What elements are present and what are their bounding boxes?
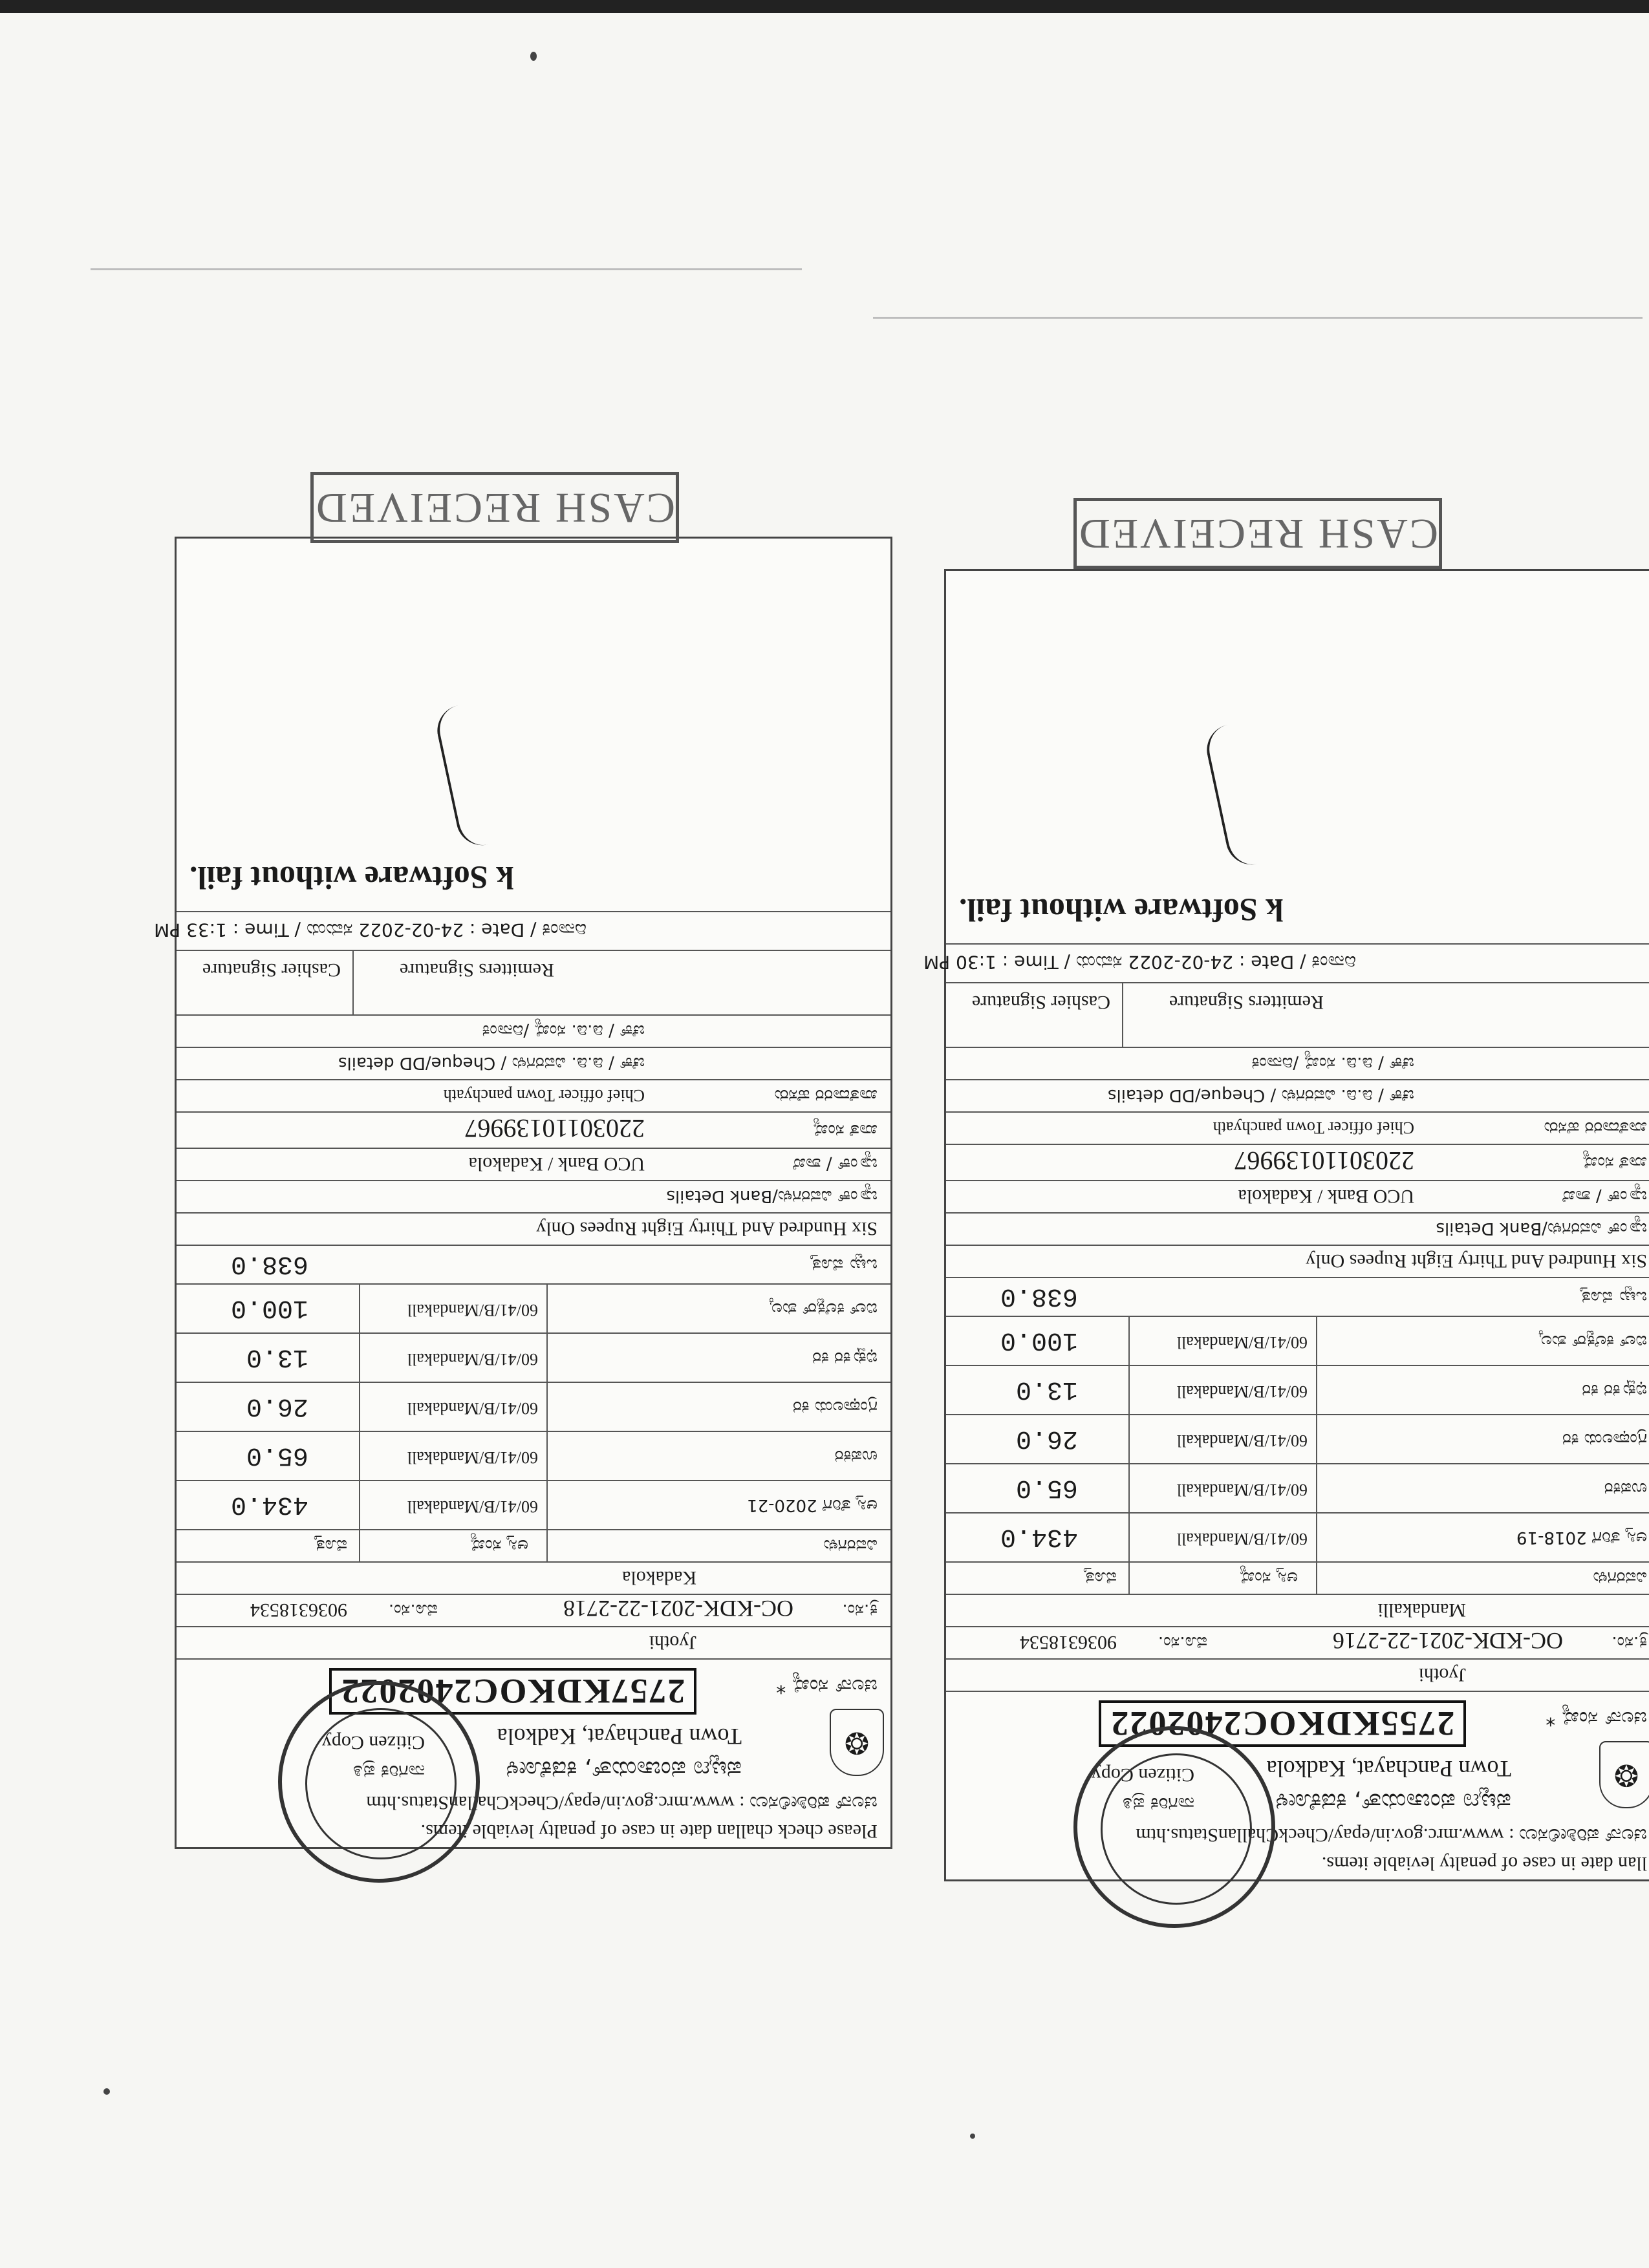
- seal-inner-ring: [1101, 1753, 1252, 1905]
- account-label: ಖಾತೆ ಸಂಖ್ಯೆ: [812, 1120, 878, 1140]
- bank-name: UCO Bank / Kadakola: [1238, 1186, 1414, 1207]
- account-holder: Chief officer Town panchyath: [1212, 1118, 1414, 1137]
- place-name: Mandakalli: [1377, 1599, 1466, 1621]
- signature-divider: [1122, 983, 1123, 1048]
- bank-name: UCO Bank / Kadakola: [468, 1153, 645, 1175]
- account-holder-label: ಖಾತೆದಾರರ ಹೆಸರು: [774, 1086, 878, 1105]
- remitter-signature-label: Remitters Signature: [1169, 992, 1324, 1013]
- warning-text: k Software without fail.: [959, 892, 1284, 928]
- items-header-row: [946, 1561, 1649, 1595]
- item-property: 60/41/B/Mandakall: [1176, 1481, 1308, 1499]
- table-row: [946, 1316, 1649, 1366]
- account-row: [177, 1111, 890, 1149]
- copy-type: Citizen Copy: [1091, 1764, 1194, 1786]
- account-number: 22030110139967: [1234, 1146, 1414, 1175]
- payer-name: Jyothi: [1418, 1664, 1466, 1685]
- remitter-signature-label: Remitters Signature: [399, 959, 554, 981]
- item-amount: 434.0: [1000, 1522, 1078, 1551]
- col-particulars: ವಿವರಗಳು: [823, 1535, 878, 1555]
- items-header-row: [177, 1529, 890, 1563]
- item-label: ಬಿಲ್ ಕಲೆಕ್ಟರ್ ಶುಲ್ಕ: [770, 1299, 878, 1318]
- signature-divider: [352, 951, 354, 1016]
- mobile-label: ಮೊ.ಸಂ.: [1158, 1632, 1207, 1652]
- office-name: Town Panchayat, Kadkola: [497, 1724, 742, 1749]
- bank-details-label: ಬ್ಯಾಂಕ್ ವಿವರಗಳು/Bank Details: [1436, 1219, 1647, 1238]
- item-property: 60/41/B/Mandakall: [407, 1399, 538, 1418]
- warning-text: k Software without fail.: [189, 860, 514, 896]
- fold-line-right: [873, 317, 1643, 319]
- account-holder-label: ಖಾತೆದಾರರ ಹೆಸರು: [1544, 1118, 1647, 1137]
- cheque-number-label: ಚೆಕ್ / ಡಿ.ಡಿ. ಸಂಖ್ಯೆ /ದಿನಾಂಕ: [1251, 1053, 1414, 1073]
- check-status-url: ಚಲನ್ ಪರಿಶೀಲಿಸಲು : www.mrc.gov.in/epay/CheckChallanStatus.htm: [1136, 1824, 1647, 1846]
- table-row: [946, 1463, 1649, 1514]
- bank-details-label: ಬ್ಯಾಂಕ್ ವಿವರಗಳು/Bank Details: [666, 1186, 878, 1206]
- table-row: [177, 1283, 890, 1334]
- receipt-number: 2755KDKOC2402022: [1099, 1700, 1466, 1747]
- item-property: 60/41/B/Mandakall: [1176, 1431, 1308, 1450]
- date-row: [154, 911, 890, 951]
- table-row: [946, 1365, 1649, 1415]
- place-row: [946, 1594, 1649, 1627]
- govt-emblem-icon: ❂: [1599, 1741, 1649, 1808]
- item-label: ಭಿಕ್ಷುಕರ ಕರ: [1582, 1380, 1647, 1400]
- item-label: ಆಸ್ತಿ ತೆರಿಗೆ 2020-21: [747, 1495, 878, 1515]
- total-amount: 638.0: [1000, 1281, 1078, 1311]
- col-property: ಆಸ್ತಿ ಸಂಖ್ಯೆ: [1239, 1568, 1298, 1587]
- footer-divider: [177, 911, 890, 912]
- item-property: 60/41/B/Mandakall: [407, 1350, 538, 1369]
- scan-top-edge: [0, 0, 1649, 13]
- account-holder-row: [946, 1111, 1649, 1145]
- table-row: [946, 1512, 1649, 1563]
- item-amount: 65.0: [1015, 1473, 1078, 1502]
- cheque-no-row: [946, 1047, 1649, 1080]
- item-property: 60/41/B/Mandakall: [1176, 1530, 1308, 1548]
- payer-name-row: [946, 1658, 1649, 1692]
- penalty-note: Please check challan date in case of penalty leviable items.: [420, 1821, 878, 1842]
- item-property: 60/41/B/Mandakall: [407, 1497, 538, 1516]
- item-label: ಭಿಕ್ಷುಕರ ಕರ: [812, 1348, 878, 1367]
- total-amount: 638.0: [230, 1249, 308, 1278]
- item-property: 60/41/B/Mandakall: [1176, 1382, 1308, 1401]
- cash-received-stamp: CASH RECEIVED: [310, 472, 679, 543]
- table-row: [177, 1332, 890, 1383]
- total-in-words: Six Hundred And Thirty Eight Rupees Only: [536, 1218, 878, 1239]
- item-amount: 26.0: [1015, 1424, 1078, 1453]
- office-seal-stamp: [278, 1681, 480, 1883]
- bank-details-row: [177, 1180, 890, 1214]
- item-amount: 65.0: [246, 1440, 308, 1470]
- copy-type-kannada: ನಾಗರಿಕ ಪ್ರತಿ: [353, 1761, 425, 1782]
- total-label: ಒಟ್ಟು ಮೊತ್ತ: [1580, 1287, 1647, 1307]
- footer-divider: [946, 943, 1649, 945]
- receipt-number: 2757KDKOC2402022: [329, 1668, 696, 1715]
- bank-label: ಬ್ಯಾಂಕ್ / ಶಾಖೆ: [793, 1154, 878, 1173]
- col-property: ಆಸ್ತಿ ಸಂಖ್ಯೆ: [469, 1535, 528, 1555]
- cheque-no-row: [177, 1014, 890, 1048]
- account-holder-row: [177, 1079, 890, 1113]
- item-label: ಗ್ರಂಥಾಲಯ ಕರ: [1562, 1429, 1647, 1449]
- mobile-number: 9036318534: [250, 1599, 347, 1621]
- item-amount: 434.0: [230, 1490, 308, 1519]
- item-property: 60/41/B/Mandakall: [407, 1448, 538, 1467]
- account-label: ಖಾತೆ ಸಂಖ್ಯೆ: [1582, 1153, 1647, 1172]
- item-label: ಗ್ರಂಥಾಲಯ ಕರ: [792, 1397, 878, 1417]
- item-amount: 100.0: [230, 1293, 308, 1322]
- item-amount: 100.0: [1000, 1325, 1078, 1354]
- item-label: ಉಪಕರ: [834, 1446, 878, 1466]
- table-row: [177, 1431, 890, 1481]
- scan-speck: [530, 52, 537, 61]
- col-particulars: ವಿವರಗಳು: [1593, 1568, 1647, 1587]
- table-row: [946, 1414, 1649, 1464]
- total-label: ಒಟ್ಟು ಮೊತ್ತ: [810, 1255, 878, 1274]
- date-row: [923, 943, 1649, 983]
- cashier-signature-label: Cashier Signature: [971, 992, 1110, 1013]
- place-name: Kadakola: [622, 1567, 696, 1589]
- total-words-row: [177, 1212, 890, 1246]
- item-property: 60/41/B/Mandakall: [407, 1301, 538, 1320]
- penalty-note: llan date in case of penalty leviable items.: [1321, 1853, 1647, 1874]
- office-name-kannada: ಪಟ್ಟಣ ಪಂಚಾಯತ್, ಕಡಕೋಳ: [506, 1756, 742, 1782]
- mobile-label: ಮೊ.ಸಂ.: [388, 1600, 438, 1620]
- total-row: [177, 1245, 890, 1285]
- scan-speck: [970, 2134, 975, 2139]
- item-property: 60/41/B/Mandakall: [1176, 1333, 1308, 1352]
- item-label: ಉಪಕರ: [1604, 1479, 1647, 1498]
- total-in-words: Six Hundred And Thirty Eight Rupees Only: [1306, 1250, 1647, 1272]
- cheque-row: [177, 1047, 890, 1080]
- fold-line-left: [91, 268, 802, 270]
- bank-row: [946, 1180, 1649, 1214]
- cheque-number-label: ಚೆಕ್ / ಡಿ.ಡಿ. ಸಂಖ್ಯೆ /ದಿನಾಂಕ: [482, 1021, 645, 1040]
- bank-details-row: [946, 1212, 1649, 1246]
- payer-name-row: [177, 1626, 890, 1660]
- challan-id-row: [177, 1594, 890, 1627]
- office-seal-stamp: [1073, 1726, 1275, 1928]
- signature-row: [177, 950, 890, 1016]
- receipt-header: [946, 1692, 1649, 1879]
- item-amount: 26.0: [246, 1391, 308, 1420]
- challan-no-label: ಕ್ರ.ಸಂ.: [842, 1600, 878, 1620]
- mobile-number: 9036318534: [1020, 1632, 1117, 1653]
- challan-id-row: [946, 1626, 1649, 1660]
- item-label: ಆಸ್ತಿ ತೆರಿಗೆ 2018-19: [1516, 1528, 1647, 1547]
- receipt-number-label: ಚಲನ್ ಸಂಖ್ಯೆ *: [1546, 1707, 1647, 1729]
- office-name: Town Panchayat, Kadkola: [1266, 1756, 1511, 1782]
- col-amount: ಮೊತ್ತ: [314, 1535, 347, 1555]
- check-status-url: ಚಲನ್ ಪರಿಶೀಲಿಸಲು : www.mrc.gov.in/epay/CheckChallanStatus.htm: [366, 1792, 878, 1813]
- account-row: [946, 1144, 1649, 1181]
- date-time: ದಿನಾಂಕ / Date : 24-02-2022 ಸಮಯ / Time : 1:30 PM: [923, 952, 1356, 973]
- item-amount: 13.0: [1015, 1375, 1078, 1404]
- account-number: 22030110139967: [464, 1114, 645, 1143]
- bank-row: [177, 1148, 890, 1181]
- copy-type: Citizen Copy: [321, 1732, 425, 1753]
- cheque-details-label: ಚೆಕ್ / ಡಿ.ಡಿ. ವಿವರಗಳು / Cheque/DD details: [1107, 1086, 1414, 1105]
- account-holder: Chief officer Town panchyath: [443, 1086, 645, 1105]
- total-row: [946, 1277, 1649, 1317]
- payer-name: Jyothi: [649, 1632, 696, 1653]
- total-words-row: [946, 1245, 1649, 1278]
- table-row: [177, 1480, 890, 1530]
- scan-speck: [103, 2088, 110, 2095]
- seal-inner-ring: [305, 1708, 457, 1859]
- table-row: [177, 1382, 890, 1432]
- cheque-row: [946, 1079, 1649, 1113]
- place-row: [177, 1561, 890, 1595]
- date-time: ದಿನಾಂಕ / Date : 24-02-2022 ಸಮಯ / Time : 1:33 PM: [154, 919, 587, 941]
- bank-label: ಬ್ಯಾಂಕ್ / ಶಾಖೆ: [1562, 1186, 1647, 1206]
- cashier-signature-label: Cashier Signature: [202, 959, 341, 981]
- cash-received-stamp: CASH RECEIVED: [1073, 498, 1442, 569]
- govt-emblem-icon: ❂: [830, 1709, 884, 1776]
- challan-no-label: ಕ್ರ.ಸಂ.: [1611, 1632, 1647, 1652]
- item-label: ಬಿಲ್ ಕಲೆಕ್ಟರ್ ಶುಲ್ಕ: [1539, 1331, 1647, 1351]
- receipt-number-label: ಚಲನ್ ಸಂಖ್ಯೆ *: [776, 1674, 878, 1697]
- col-amount: ಮೊತ್ತ: [1084, 1568, 1117, 1587]
- challan-id: OC-KDK-2021-22-2718: [563, 1596, 793, 1621]
- office-name-kannada: ಪಟ್ಟಣ ಪಂಚಾಯತ್, ಕಡಕೋಳ: [1275, 1788, 1511, 1815]
- challan-id: OC-KDK-2021-22-2716: [1333, 1628, 1563, 1654]
- cheque-details-label: ಚೆಕ್ / ಡಿ.ಡಿ. ವಿವರಗಳು / Cheque/DD details: [338, 1053, 645, 1073]
- item-amount: 13.0: [246, 1342, 308, 1371]
- copy-type-kannada: ನಾಗರಿಕ ಪ್ರತಿ: [1123, 1793, 1194, 1815]
- signature-row: [946, 982, 1649, 1048]
